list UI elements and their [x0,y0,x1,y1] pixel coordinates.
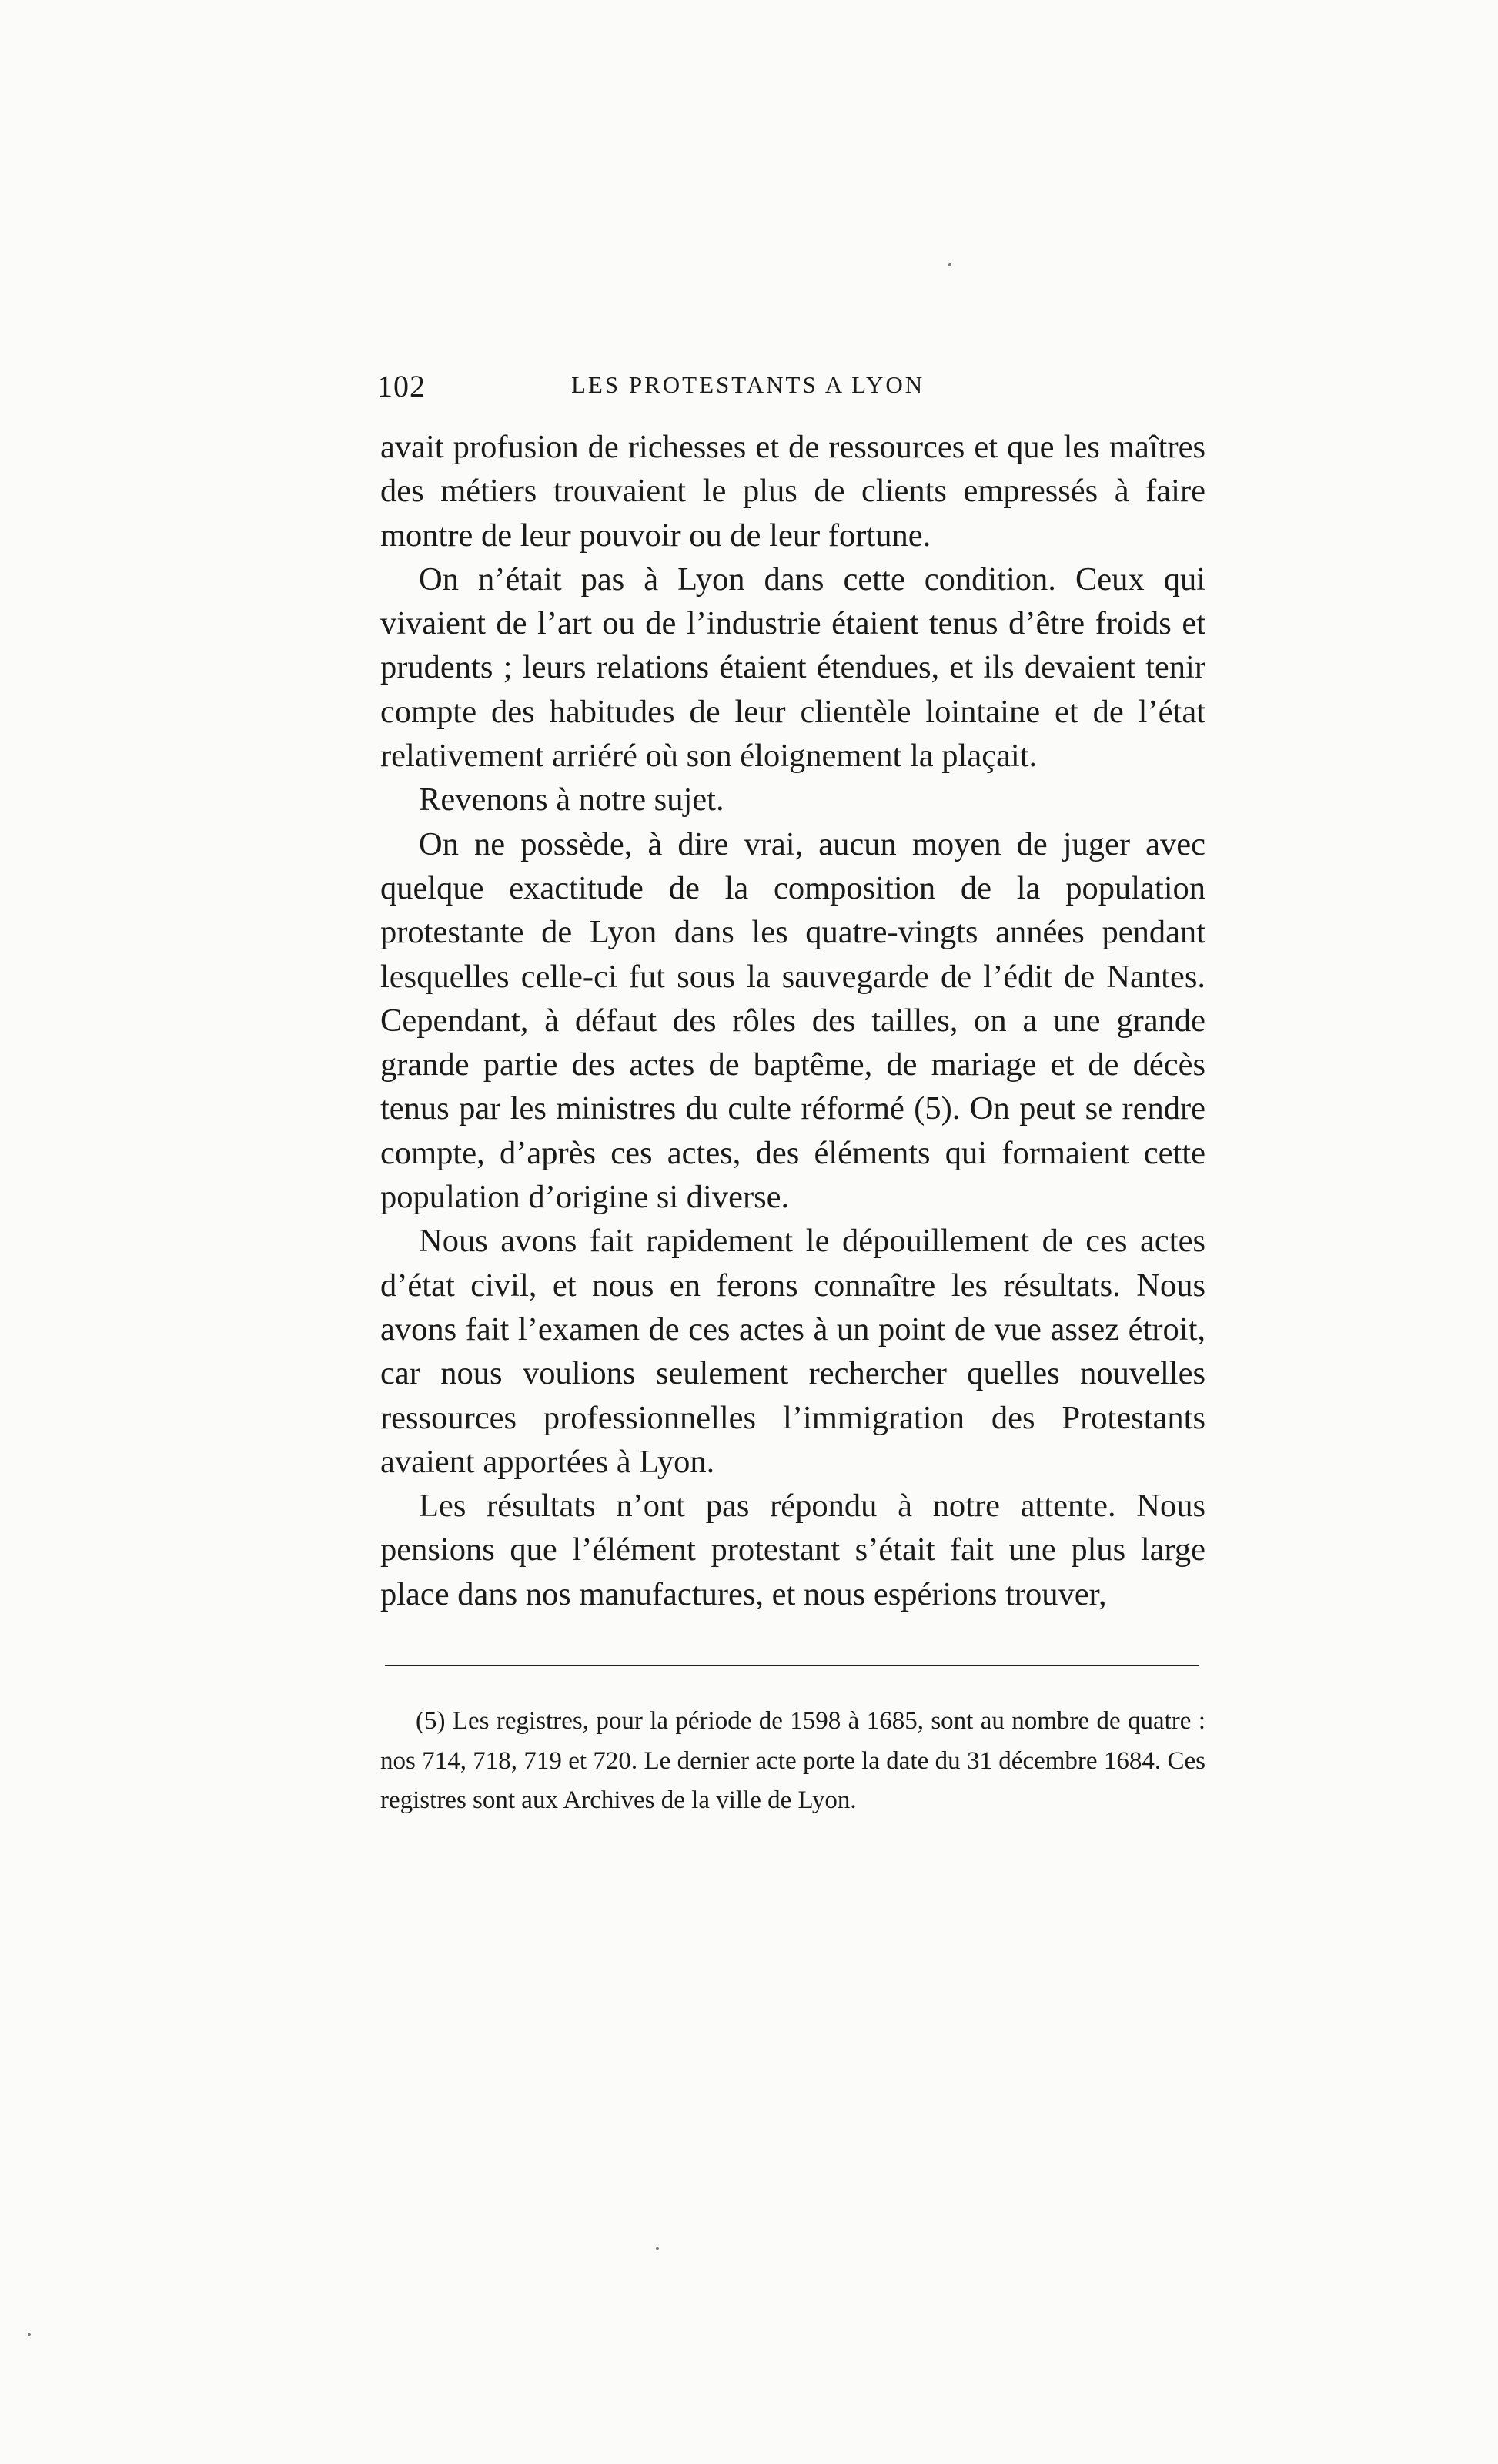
running-title: LES PROTESTANTS A LYON [571,371,925,398]
paragraph: On n’était pas à Lyon dans cette condition. Ceux qui vivaient de l’art ou de l’industrie étaient tenus d’être froids et prudents ; leurs relations étaient étendues, et ils devaient tenir compte des habitudes de leur clientèle lointaine et de l’état relativement arriéré où son éloignement la plaçait. [380,561,1205,775]
running-head [377,368,1209,414]
paper-speck [948,263,951,266]
paragraph-continuation: avait profusion de richesses et de ressources et que les maîtres des métiers trouvaient le plus de clients empressés à faire montre de leur pouvoir ou de leur fortune. [380,429,1205,554]
page-number: 102 [377,369,426,403]
paragraph: Revenons à notre sujet. [419,782,724,819]
footnote-divider [385,1665,1199,1666]
paragraph: Les résultats n’ont pas répondu à notre attente. Nous pensions que l’élément protestant s’était fait une plus large place dans nos manufactures, et nous espérions trouver, [380,1488,1205,1612]
paragraph: Nous avons fait rapidement le dépouillement de ces actes d’état civil, et nous en ferons connaître les résultats. Nous avons fait l’examen de ces actes à un point de vue assez étroit, car nous voulions seulement rechercher quelles nouvelles ressources professionnelles l’immigration des Protestants avaient apportées à Lyon. [380,1223,1205,1480]
paper-speck [656,2247,659,2250]
paragraph: On ne possède, à dire vrai, aucun moyen de juger avec quelque exactitude de la composition de la population protestante de Lyon dans les quatre-vingts années pendant lesquelles celle-ci fut sous la sauvegarde de l’édit de Nantes. Cependant, à défaut des rôles des tailles, on a une grande grande partie des actes de baptême, de mariage et de décès tenus par les ministres du culte réformé (5). On peut se rendre compte, d’après ces actes, des éléments qui formaient cette population d’origine si diverse. [380,825,1205,1216]
body-text [380,425,1205,1616]
footnote: (5) Les registres, pour la période de 1598 à 1685, sont au nombre de quatre : nos 714, 718, 719 et 720. Le dernier acte porte la date du 31 décembre 1684. Ces registres sont aux Archives de la ville de Lyon. [380,1707,1205,1814]
paper-speck [28,2333,31,2336]
